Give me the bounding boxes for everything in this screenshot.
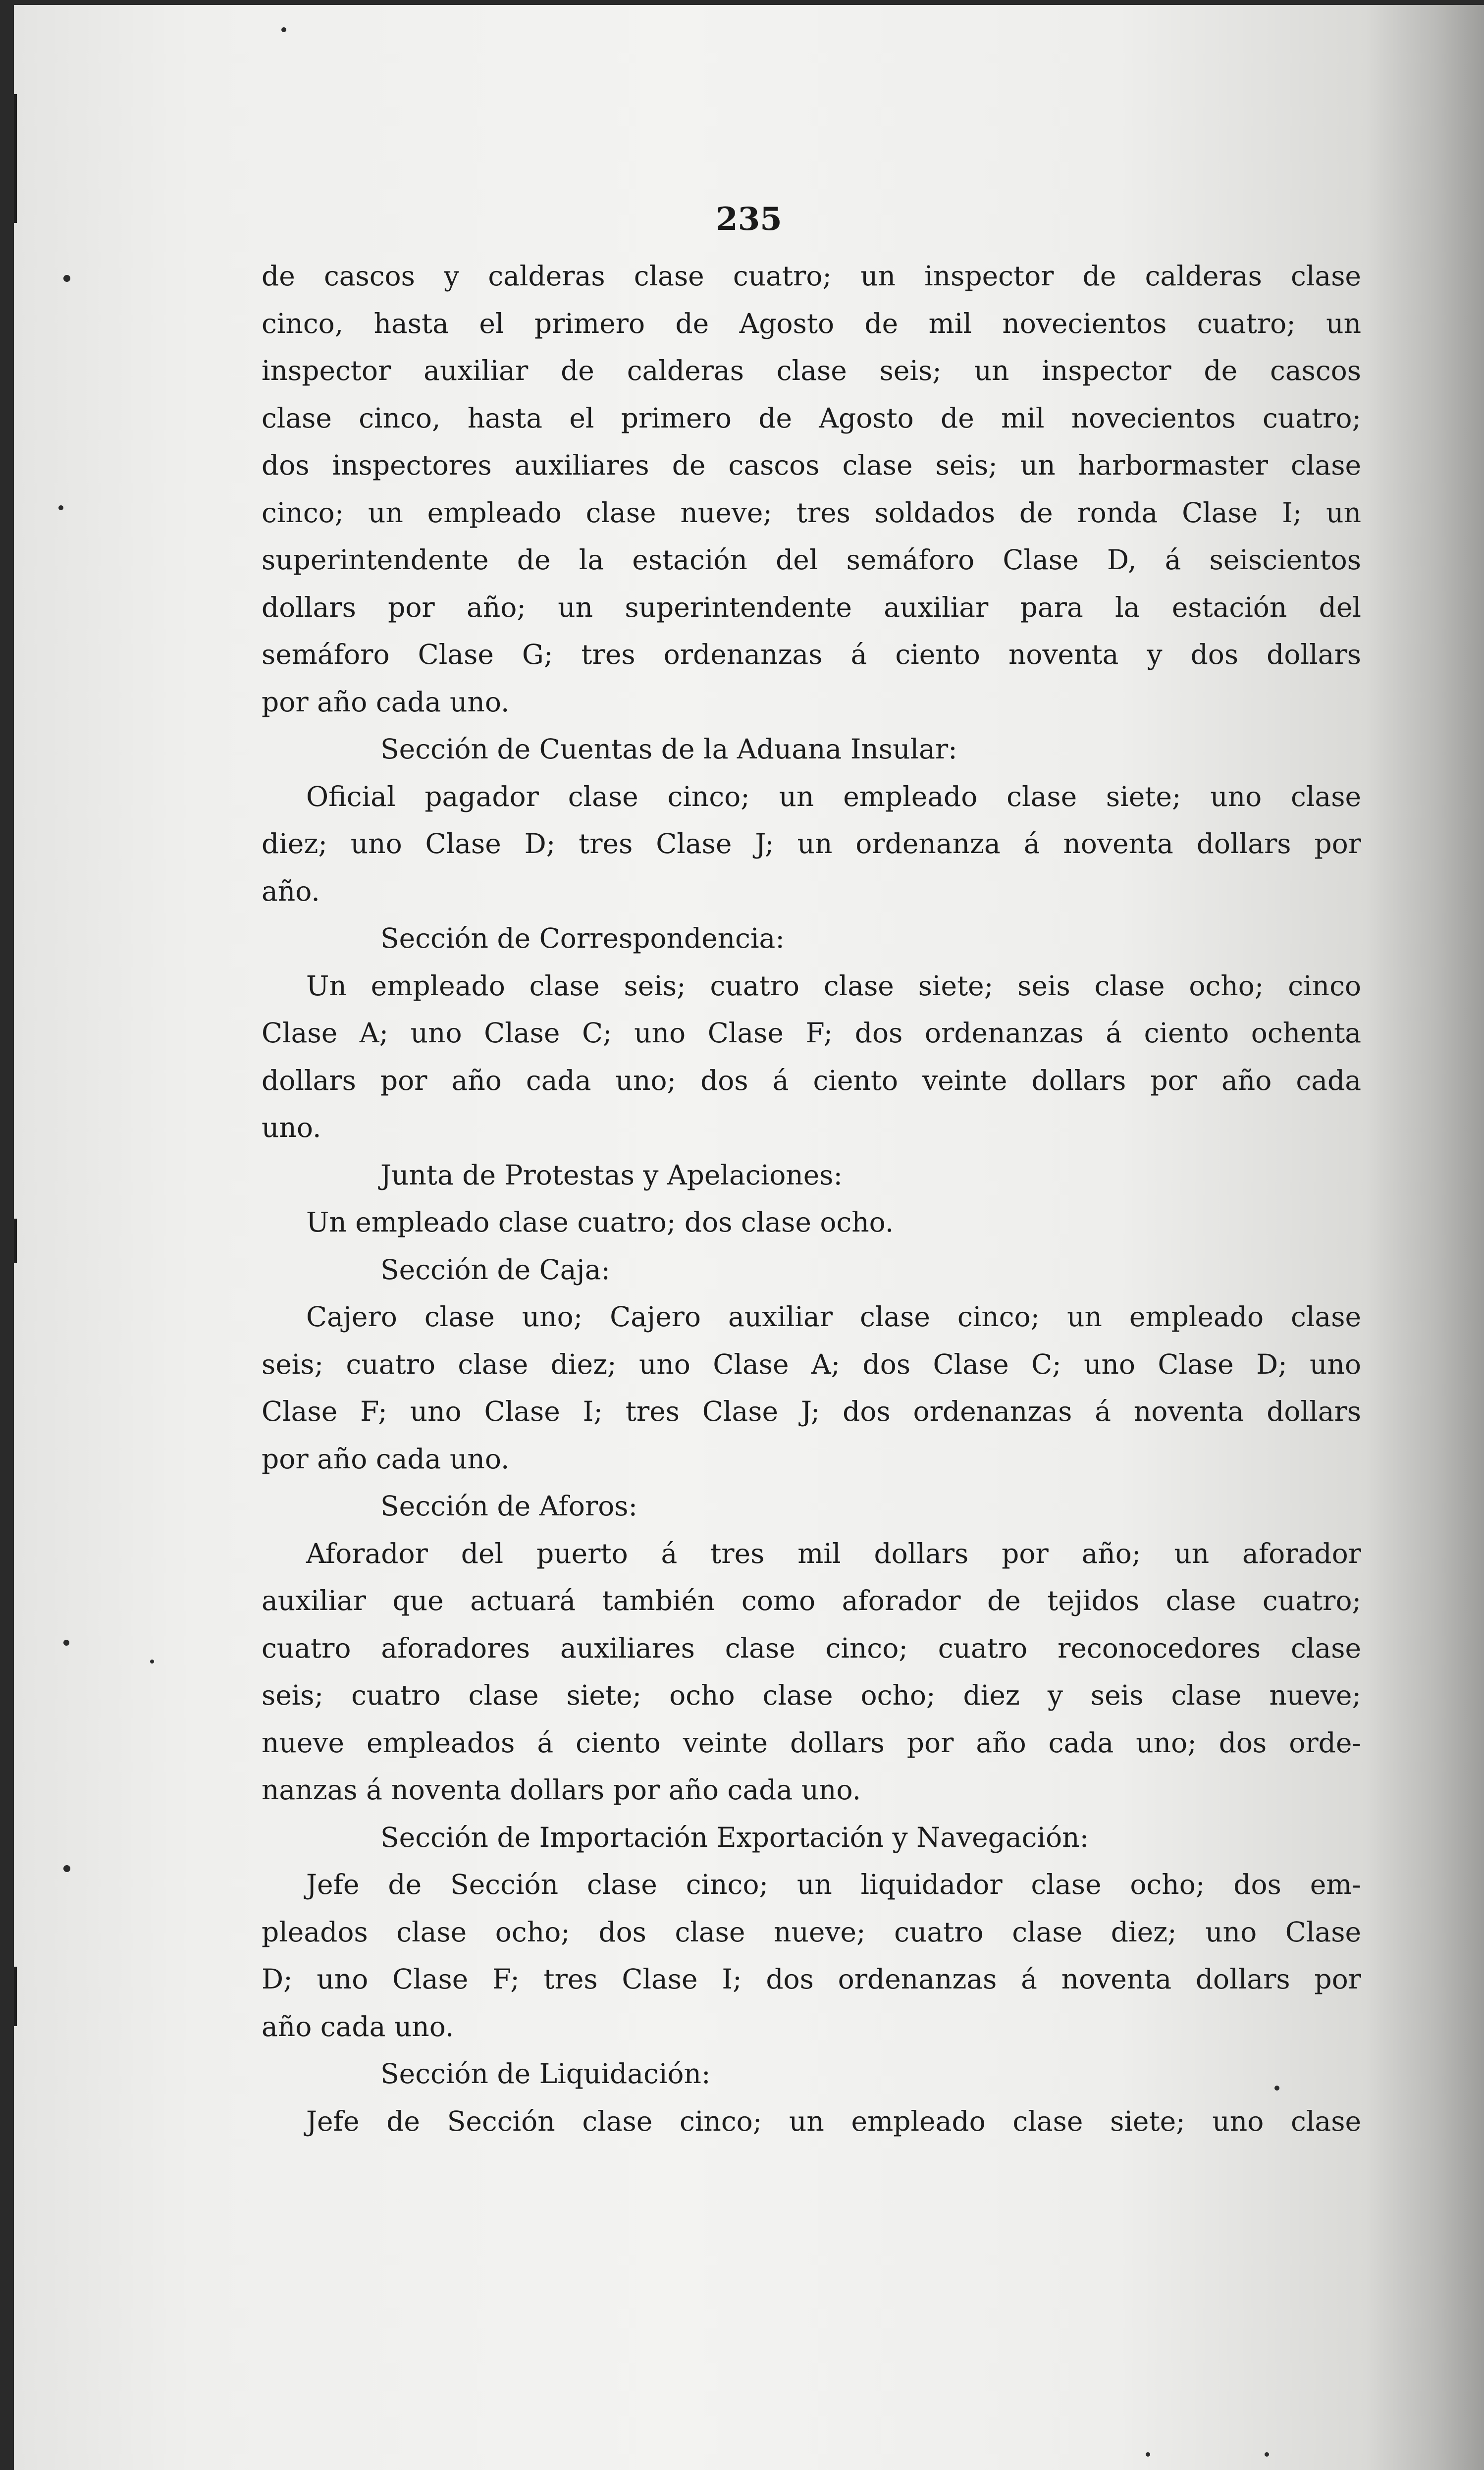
text-line: Jefe de Sección clase cinco; un liquidador clase ocho; dos em- xyxy=(306,1869,1361,1900)
binding-edge-mark xyxy=(14,1219,17,1263)
text-line: dos inspectores auxiliares de cascos clase seis; un harbormaster clase xyxy=(262,449,1361,481)
scan-speck xyxy=(1146,2452,1150,2457)
text-line: uno. xyxy=(262,1112,321,1143)
text-line: D; uno Clase F; tres Clase I; dos ordenanzas á noventa dollars por xyxy=(262,1963,1361,1995)
text-line: de cascos y calderas clase cuatro; un inspector de calderas clase xyxy=(262,260,1361,292)
text-line: año cada uno. xyxy=(262,2010,454,2042)
page-number: 235 xyxy=(716,201,782,238)
text-line: seis; cuatro clase siete; ocho clase ocho; diez y seis clase nueve; xyxy=(262,1679,1361,1711)
text-line: cinco, hasta el primero de Agosto de mil novecientos cuatro; un xyxy=(262,307,1361,339)
scan-speck xyxy=(150,1660,154,1664)
text-line: año. xyxy=(262,875,320,907)
scanned-page xyxy=(14,5,1484,2470)
scan-speck xyxy=(58,505,63,510)
scan-speck xyxy=(1265,2452,1269,2457)
scan-speck xyxy=(63,275,70,282)
text-line: por año cada uno. xyxy=(262,686,510,718)
section-heading: Junta de Protestas y Apelaciones: xyxy=(380,1159,843,1191)
text-line: Cajero clase uno; Cajero auxiliar clase cinco; un empleado clase xyxy=(306,1301,1361,1333)
text-line: superintendente de la estación del semáforo Clase D, á seiscientos xyxy=(262,544,1361,576)
text-line: seis; cuatro clase diez; uno Clase A; dos Clase C; uno Clase D; uno xyxy=(262,1348,1361,1380)
text-line: por año cada uno. xyxy=(262,1443,510,1475)
body-text xyxy=(262,253,1361,2145)
text-line: auxiliar que actuará también como aforador de tejidos clase cuatro; xyxy=(262,1585,1361,1616)
text-line: Jefe de Sección clase cinco; un empleado clase siete; uno clase xyxy=(306,2105,1361,2137)
text-line: dollars por año; un superintendente auxiliar para la estación del xyxy=(262,591,1361,623)
scan-speck xyxy=(63,1640,69,1646)
section-heading: Sección de Aforos: xyxy=(380,1490,638,1522)
text-line: diez; uno Clase D; tres Clase J; un ordenanza á noventa dollars por xyxy=(262,828,1361,859)
section-heading: Sección de Importación Exportación y Navegación: xyxy=(380,1821,1089,1853)
scan-speck xyxy=(63,1865,70,1872)
text-line: dollars por año cada uno; dos á ciento veinte dollars por año cada xyxy=(262,1064,1361,1096)
section-heading: Sección de Liquidación: xyxy=(380,2058,711,2090)
text-line: Un empleado clase cuatro; dos clase ocho. xyxy=(306,1206,894,1238)
text-line: Un empleado clase seis; cuatro clase siete; seis clase ocho; cinco xyxy=(306,969,1361,1002)
binding-edge-mark xyxy=(14,1967,17,2026)
text-line: Clase F; uno Clase I; tres Clase J; dos ordenanzas á noventa dollars xyxy=(262,1396,1361,1427)
text-line: Clase A; uno Clase C; uno Clase F; dos ordenanzas á ciento ochenta xyxy=(262,1017,1361,1049)
text-line: cuatro aforadores auxiliares clase cinco; cuatro reconocedores clase xyxy=(262,1632,1361,1664)
text-line: Aforador del puerto á tres mil dollars por año; un aforador xyxy=(306,1537,1361,1569)
text-line: nanzas á noventa dollars por año cada uno. xyxy=(262,1774,861,1806)
text-line: inspector auxiliar de calderas clase seis; un inspector de cascos xyxy=(262,355,1361,386)
section-heading: Sección de Cuentas de la Aduana Insular: xyxy=(380,733,957,765)
scan-speck xyxy=(281,27,286,32)
section-heading: Sección de Caja: xyxy=(380,1253,610,1286)
text-line: clase cinco, hasta el primero de Agosto de mil novecientos cuatro; xyxy=(262,402,1361,434)
text-line: semáforo Clase G; tres ordenanzas á ciento noventa y dos dollars xyxy=(262,639,1361,670)
text-line: pleados clase ocho; dos clase nueve; cuatro clase diez; uno Clase xyxy=(262,1916,1361,1948)
text-line: nueve empleados á ciento veinte dollars por año cada uno; dos orde- xyxy=(262,1726,1361,1759)
text-line: cinco; un empleado clase nueve; tres soldados de ronda Clase I; un xyxy=(262,496,1361,529)
text-line: Oficial pagador clase cinco; un empleado clase siete; uno clase xyxy=(306,780,1361,812)
section-heading: Sección de Correspondencia: xyxy=(380,922,785,954)
